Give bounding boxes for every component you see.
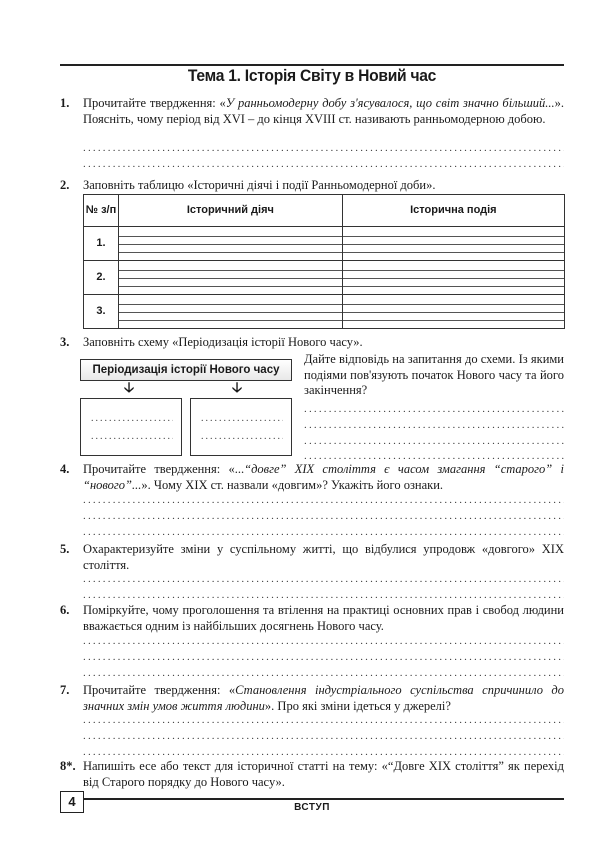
answer-line[interactable] [83, 729, 564, 743]
answer-line[interactable] [304, 402, 564, 416]
table-cell-event[interactable] [342, 227, 564, 261]
answer-line[interactable] [83, 525, 564, 539]
scheme-title-box: Періодизація історії Нового часу [80, 359, 292, 381]
answer-line[interactable] [83, 666, 564, 680]
table-header-figure: Історичний діяч [119, 195, 343, 227]
table-cell-figure[interactable] [119, 227, 343, 261]
table-cell-figure[interactable] [119, 261, 343, 295]
answer-line[interactable] [83, 141, 564, 155]
table-row-number: 3. [84, 295, 119, 329]
scheme-question: Дайте відповідь на запитання до схеми. Із якими подіями пов'язують початок Нового часу та його закінчення? [304, 352, 564, 397]
task-7-number: 7. [60, 683, 70, 697]
scheme-period-box[interactable] [80, 398, 182, 456]
answer-line[interactable] [83, 572, 564, 586]
scheme-period-box[interactable] [190, 398, 292, 456]
answer-line[interactable] [83, 745, 564, 759]
table-cell-figure[interactable] [119, 295, 343, 329]
task-3-number: 3. [60, 335, 70, 349]
answer-line[interactable] [83, 509, 564, 523]
table-header-event: Історична подія [342, 195, 564, 227]
history-table [83, 194, 565, 329]
task-4-text: Прочитайте твердження: «...“довге” XIX століття є часом змагання “старого” і “нового”...». Чому XIX ст. назвали «довгим»? Укажіть його ознаки. [83, 462, 565, 492]
answer-line[interactable] [83, 650, 564, 664]
task-8-text: Напишіть есе або текст для історичної статті на тему: «“Довге XIX століття” як перехід від Старого порядку до Нового часу». [83, 759, 564, 789]
task-2-text: Заповніть таблицю «Історичні діячі і події Ранньомодерної доби». [83, 178, 436, 192]
task-8-number: 8*. [60, 759, 76, 773]
table-cell-event[interactable] [342, 261, 564, 295]
table-row-number: 2. [84, 261, 119, 295]
arrow-down-icon: 🡣 [232, 381, 243, 396]
task-1-text: Прочитайте твердження: «У ранньомодерну добу з'ясувалося, що світ значно більший...». Поясніть, чому період від XVI – до кінця XVIII ст. називають ранньомодерною добою. [83, 96, 564, 126]
answer-line[interactable] [83, 157, 564, 171]
answer-line[interactable] [304, 449, 564, 463]
page-title: Тема 1. Історія Світу в Новий час [187, 66, 437, 85]
answer-line[interactable] [304, 434, 564, 448]
table-row-number: 1. [84, 227, 119, 261]
answer-line[interactable] [83, 493, 564, 507]
section-name: ВСТУП [294, 802, 330, 813]
task-7-text: Прочитайте твердження: «Становлення індустріального суспільства спричинило до значних змін умов життя людини». Про які зміни ідеться у джерелі? [83, 683, 565, 713]
task-3-text: Заповніть схему «Періодизація історії Нового часу». [83, 335, 363, 349]
task-6-text: Поміркуйте, чому проголошення та втілення на практиці основних прав і свобод людини вважається одним із найбільших досягнень Нового часу. [83, 603, 564, 633]
task-2-number: 2. [60, 178, 70, 192]
task-5-number: 5. [60, 542, 70, 556]
arrow-down-icon: 🡣 [124, 381, 135, 396]
table-cell-event[interactable] [342, 295, 564, 329]
answer-line[interactable] [83, 713, 564, 727]
answer-line[interactable] [83, 588, 564, 602]
task-4-number: 4. [60, 462, 70, 476]
task-6-number: 6. [60, 603, 70, 617]
answer-line[interactable] [83, 634, 564, 648]
answer-line[interactable] [304, 418, 564, 432]
task-5-text: Охарактеризуйте зміни у суспільному житті, що відбулися упродовж «довгого» XIX століття. [83, 542, 564, 572]
table-header-number: № з/п [84, 195, 119, 227]
page-number: 4 [60, 791, 84, 813]
task-1-number: 1. [60, 96, 70, 110]
